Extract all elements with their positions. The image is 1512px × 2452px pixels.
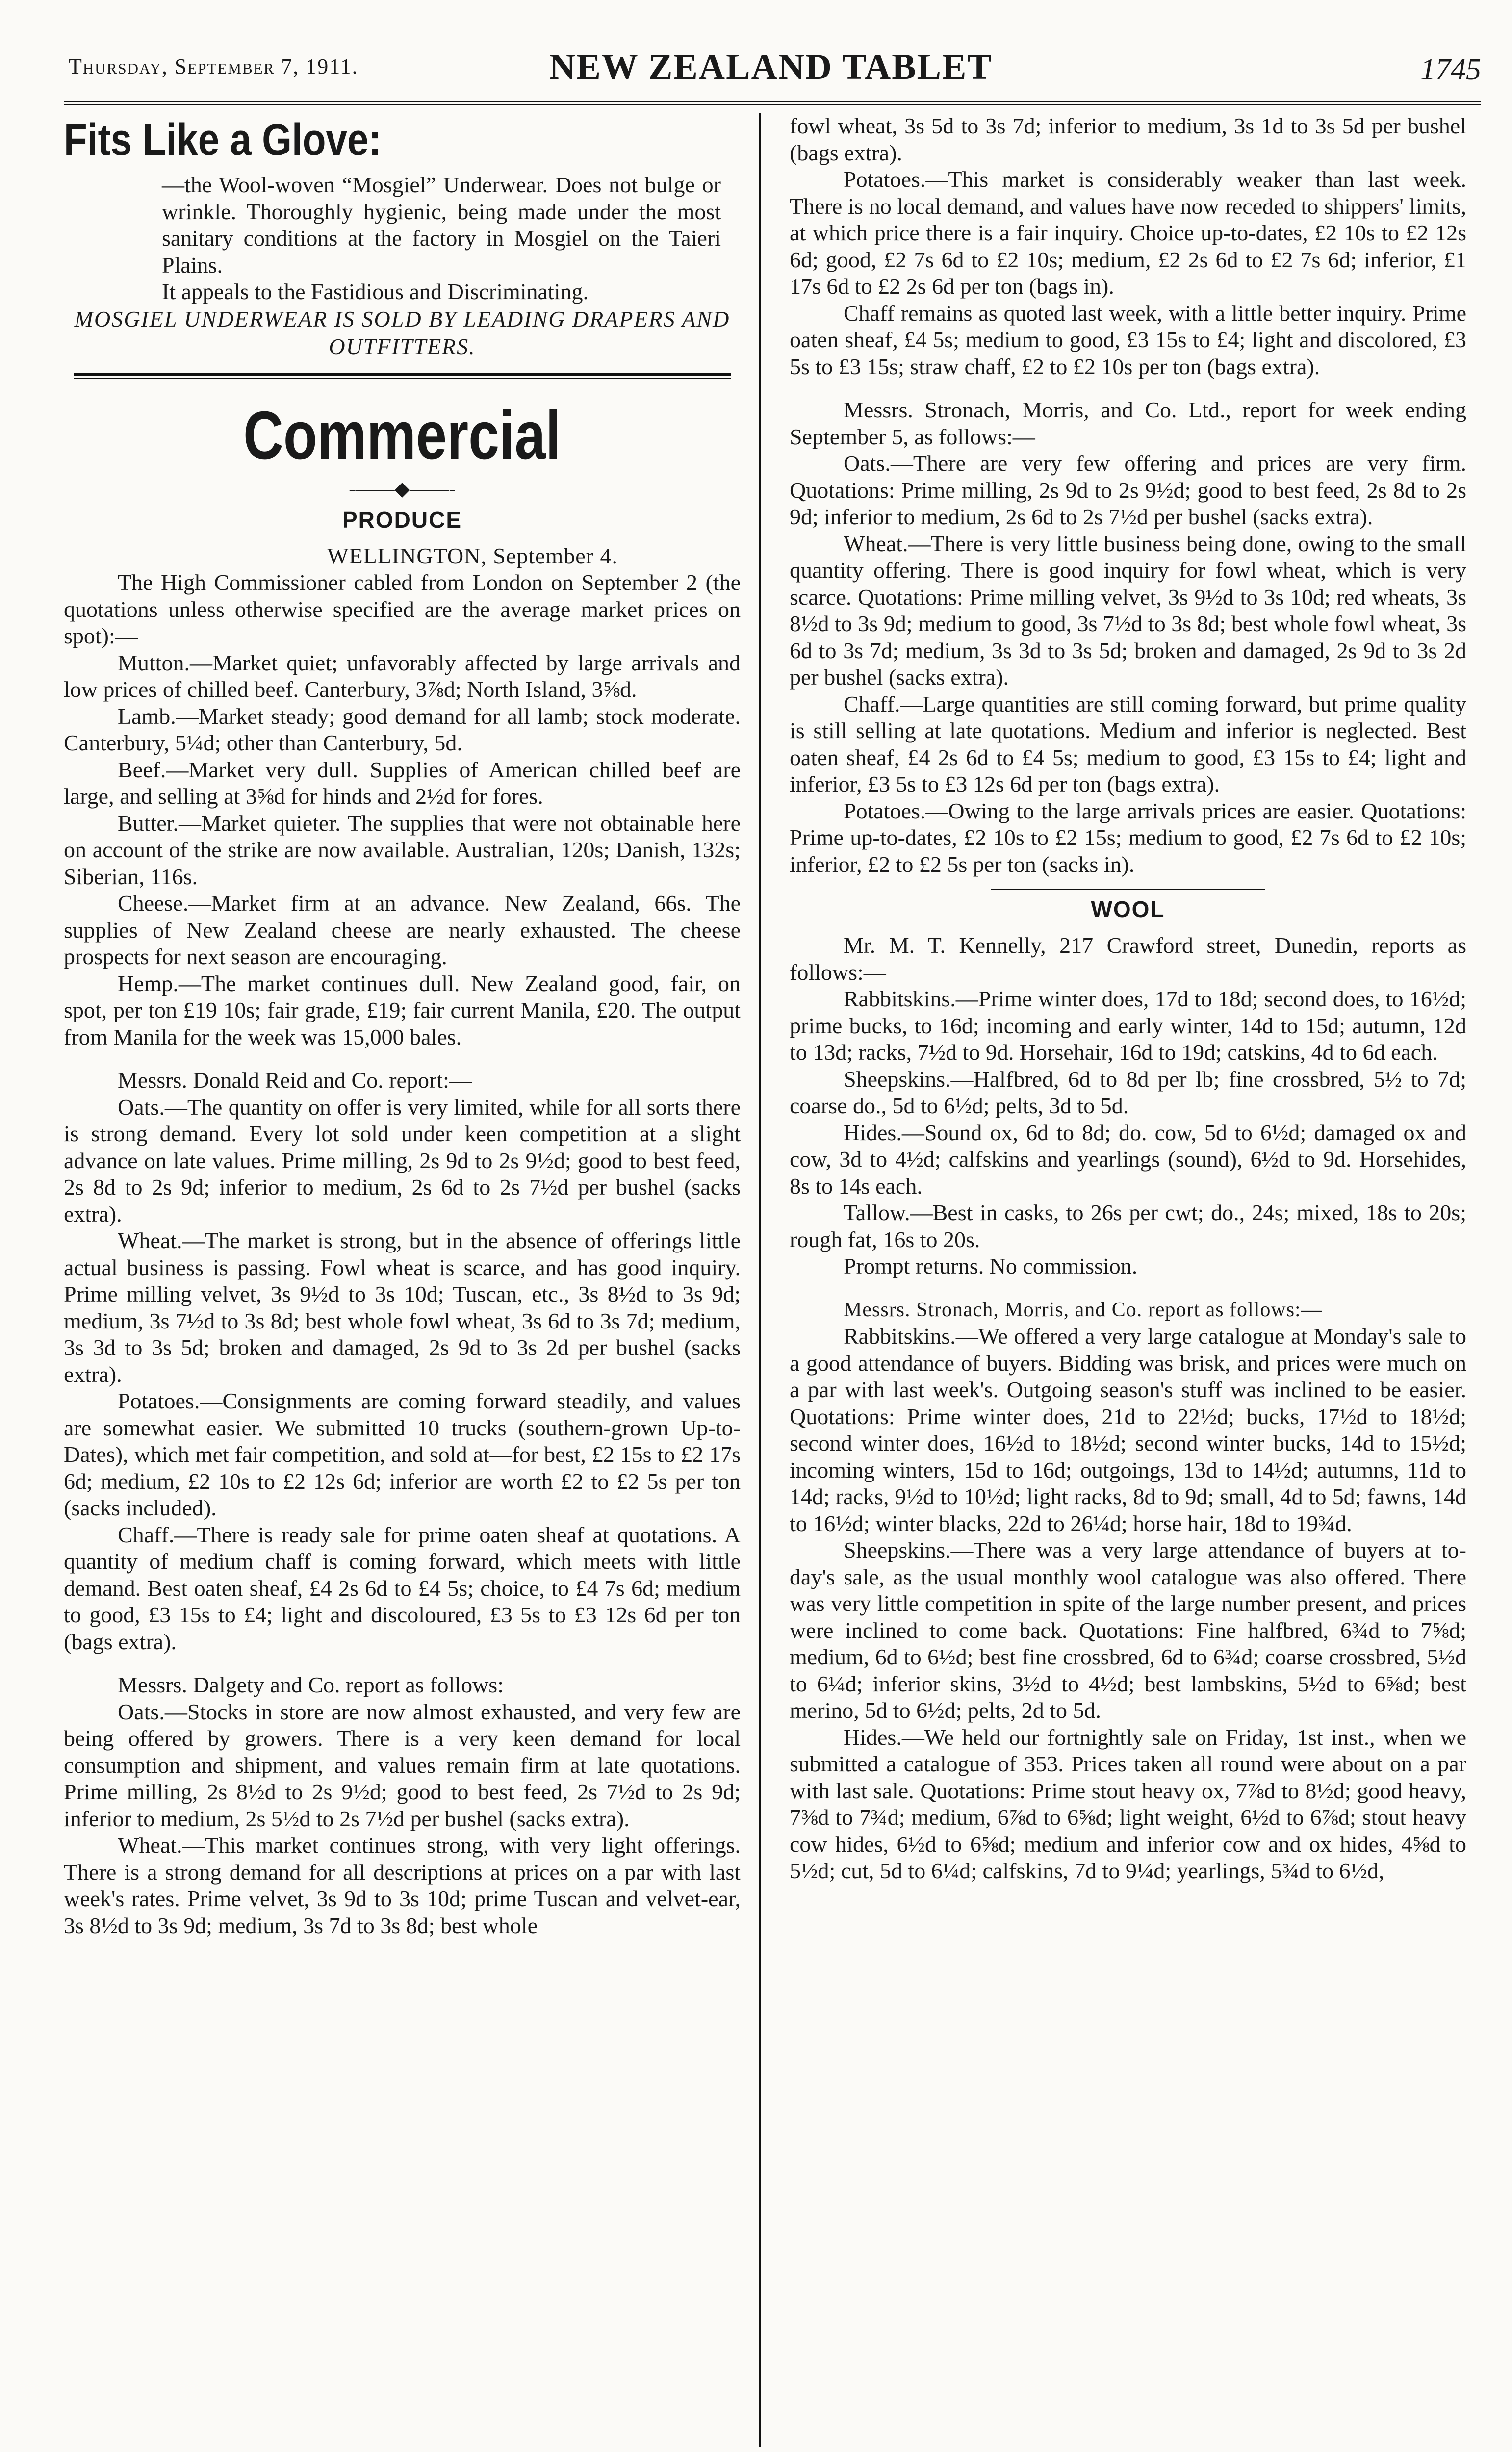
kennelly-paragraph: Hides.—Sound ox, 6d to 8d; do. cow, 5d to 6½d; damaged ox and cow, 3d to 4½d; calfskins and yearlings (sound), 6½d to 9d. Horsehides, 8s to 14s each. [790, 1120, 1466, 1199]
stronach-wool-paragraph: Sheepskins.—There was a very large attendance of buyers at to-day's sale, as the usual monthly wool catalogue was also offered. There was very little competition in spite of the large number present, and prices were inclined to come back. Quotations: Fine halfbred, 6¾d to 7⅝d; medium, 6d to 6½d; best fine crossbred, 6d to 6¾d; coarse crossbred, 5½d to 6¼d; inferior skins, 3½d to 4½d; best lambskins, 5½d to 6⅝d; best merino, 5d to 6½d; pelts, 2d to 5d. [790, 1537, 1466, 1723]
kennelly-paragraph: Rabbitskins.—Prime winter does, 17d to 18d; second does, to 16½d; prime bucks, to 16d; incoming and early winter, 14d to 15d; autumn, 12d to 13d; racks, 7½d to 9d. Horsehair, 16d to 19d; catskins, 4d to 6d each. [790, 986, 1466, 1065]
wellington-paragraph: Mutton.—Market quiet; unfavorably affected by large arrivals and low prices of chilled beef. Canterbury, 3⅞d; North Island, 3⅝d. [64, 650, 741, 702]
wellington-paragraph: Lamb.—Market steady; good demand for all lamb; stock moderate. Canterbury, 5¼d; other than Canterbury, 5d. [64, 703, 741, 755]
stronach-produce-paragraph: Oats.—There are very few offering and prices are very firm. Quotations: Prime milling, 2s 9d to 2s 9½d; good to best feed, 2s 8d to 2s 9d; inferior to medium, 2s 6d to 2s 7½d per bushel (sacks extra). [790, 451, 1466, 529]
reid-paragraph: Oats.—The quantity on offer is very limited, while for all sorts there is strong demand. Every lot sold under keen competition at a slight advance on late values. Prime milling, 2s 9d to 2s 9½d; good to best feed, 2s 8d to 2s 9d; inferior to medium, 2s 6d to 2s 7½d per bushel (sacks extra). [64, 1094, 741, 1226]
header-rule-thin [64, 104, 1481, 105]
column-divider [759, 113, 761, 2447]
wool-rule [991, 889, 1265, 890]
reid-paragraph: Wheat.—The market is strong, but in the absence of offerings little actual business is passing. Fowl wheat is scarce, and has good inquiry. Prime milling velvet, 3s 9½d to 3s 10d; Tuscan, etc., 3s 8½d to 3s 9d; medium, 3s 7½d to 3s 8d; best whole fowl wheat, 3s 6d to 3s 7d; medium, 3s 3d to 3s 5d; broken and damaged, 2s 9d to 3s 2d per bushel (sacks extra). [64, 1228, 741, 1387]
advert-body-1: —the Wool-woven “Mosgiel” Underwear. Does not bulge or wrinkle. Thoroughly hygienic, being made under the most sanitary conditions at the factory in Mosgiel on the Taieri Plains. [162, 172, 721, 278]
kennelly-paragraph: Prompt returns. No commission. [844, 1253, 1138, 1278]
dalgety-intro: Messrs. Dalgety and Co. report as follows: [118, 1672, 504, 1697]
reid-intro: Messrs. Donald Reid and Co. report:— [118, 1068, 472, 1093]
dalgety-continued: Potatoes.—This market is considerably weaker than last week. There is no local demand, and values have now receded to shippers' limits, at which price there is a fair inquiry. Choice up-to-dates, £2 10s to £2 12s 6d; good, £2 7s 6d to £2 10s; medium, £2 2s 6d to £2 7s 6d; inferior, £1 17s 6d to £2 2s 6d per ton (bags in). [790, 167, 1466, 299]
stronach-wool-paragraph: Hides.—We held our fortnightly sale on Friday, 1st inst., when we submitted a catalogue of 353. Prices taken all round were about on a par with last sale. Quotations: Prime stout heavy ox, 7⅞d to 8½d; good heavy, 7⅜d to 7¾d; medium, 6⅞d to 6⅝d; light weight, 6½d to 6⅞d; stout heavy cow hides, 6½d to 6⅝d; medium and inferior cow and ox hides, 4⅝d to 5½d; cut, 5d to 6¼d; calfskins, 7d to 9¼d; yearlings, 5¾d to 6½d, [790, 1724, 1466, 1883]
ornament-divider: -——◆——- [349, 477, 456, 500]
wellington-paragraph: Hemp.—The market continues dull. New Zealand good, fair, on spot, per ton £19 10s; fair grade, £19; fair current Manila, £20. The output from Manila for the week was 15,000 bales. [64, 971, 741, 1049]
header-page-number: 1745 [1420, 53, 1481, 86]
dalgety-paragraph: Oats.—Stocks in store are now almost exhausted, and very few are being offered by growers. There is a very keen demand for local consumption and shipment, and values remain firm at late quotations. Prime milling, 2s 8½d to 2s 9½d; good to best feed, 2s 7½d to 2s 9d; inferior to medium, 2s 5½d to 2s 7½d per bushel (sacks extra). [64, 1699, 741, 1831]
dalgety-continued: Chaff remains as quoted last week, with a little better inquiry. Prime oaten sheaf, £4 5s; medium to good, £3 15s to £4; light and discolored, £3 5s to £3 15s; straw chaff, £2 to £2 10s per ton (bags extra). [790, 300, 1466, 379]
advert-body [64, 172, 741, 306]
stronach-wool-paragraph: Rabbitskins.—We offered a very large catalogue at Monday's sale to a good attendance of buyers. Bidding was brisk, and prices were much on a par with last week's. Outgoing season's stuff was inclined to be easier. Quotations: Prime winter does, 21d to 22½d; bucks, 17½d to 18½d; second winter does, 16½d to 18½d; second winter bucks, 14d to 15½d; incoming winters, 15d to 16d; outgoings, 13d to 14½d; autumns, 11d to 14d; racks, 9½d to 10½d; light racks, 8d to 9d; small, 4d to 5d; fawns, 14d to 16½d; winter blacks, 22d to 26¼d; horse hair, 18d to 19¾d. [790, 1324, 1466, 1536]
reid-paragraph: Chaff.—There is ready sale for prime oaten sheaf at quotations. A quantity of medium chaff is coming forward, which meets with little demand. Best oaten sheaf, £4 2s 6d to £4 5s; choice, to £4 7s 6d; medium to good, £3 15s to £4; light and discoloured, £3 5s to £3 12s 6d per ton (bags extra). [64, 1522, 741, 1654]
produce-heading: PRODUCE [342, 507, 462, 533]
right-column [790, 113, 1466, 1885]
advert-rule-thin [74, 378, 731, 379]
stronach-produce-paragraph: Potatoes.—Owing to the large arrivals prices are easier. Quotations: Prime up-to-dates, £2 10s to £2 15s; medium to good, £2 7s 6d to £2 10s; inferior, £2 to £2 5s per ton (sacks in). [790, 798, 1466, 877]
advert-headline: Fits Like a Glove: [64, 115, 382, 165]
wellington-paragraph: The High Commissioner cabled from London on September 2 (the quotations unless otherwise specified are the average market prices on spot):— [64, 570, 741, 648]
stronach-produce-intro: Messrs. Stronach, Morris, and Co. Ltd., report for week ending September 5, as follows:— [790, 397, 1466, 449]
stronach-wool-intro: Messrs. Stronach, Morris, and Co. report as follows:— [844, 1298, 1322, 1321]
advert-body-2: It appeals to the Fastidious and Discriminating. [162, 279, 589, 304]
kennelly-paragraph: Sheepskins.—Halfbred, 6d to 8d per lb; fine crossbred, 5½ to 7d; coarse do., 5d to 6½d; pelts, 3d to 5d. [790, 1066, 1466, 1118]
dateline: WELLINGTON, September 4. [327, 543, 618, 568]
page-header [69, 47, 1481, 101]
left-column [64, 113, 741, 1939]
kennelly-paragraph: Tallow.—Best in casks, to 26s per cwt; do., 24s; mixed, 18s to 20s; rough fat, 16s to 20s. [790, 1200, 1466, 1252]
stronach-produce-paragraph: Chaff.—Large quantities are still coming forward, but prime quality is still selling at late quotations. Medium and inferior is neglected. Best oaten sheaf, £4 2s 6d to £4 5s; medium to good, £3 15s to £4; light and inferior, £3 5s to £3 12s 6d per ton (bags extra). [790, 691, 1466, 796]
wool-heading: WOOL [1091, 896, 1165, 922]
advert-tagline: MOSGIEL UNDERWEAR IS SOLD BY LEADING DRAPERS AND OUTFITTERS. [74, 306, 730, 359]
dalgety-continued: fowl wheat, 3s 5d to 3s 7d; inferior to medium, 3s 1d to 3s 5d per bushel (bags extra). [790, 113, 1466, 165]
commercial-heading: Commercial [243, 397, 561, 473]
reid-paragraph: Potatoes.—Consignments are coming forward steadily, and values are somewhat easier. We submitted 10 trucks (southern-grown Up-to-Dates), which met fair competition, and sold at—for best, £2 15s to £2 17s 6d; medium, £2 10s to £2 12s 6d; inferior are worth £2 to £2 5s per ton (sacks included). [64, 1388, 741, 1520]
wellington-paragraph: Cheese.—Market firm at an advance. New Zealand, 66s. The supplies of New Zealand cheese are nearly exhausted. The cheese prospects for next season are encouraging. [64, 891, 741, 969]
advert-rule-thick [74, 373, 731, 376]
header-rule [64, 101, 1481, 102]
stronach-produce-paragraph: Wheat.—There is very little business being done, owing to the small quantity offering. There is good inquiry for fowl wheat, which is very scarce. Quotations: Prime milling velvet, 3s 9½d to 3s 10d; red wheats, 3s 8½d to 3s 9d; medium to good, 3s 7½d to 3s 8d; best whole fowl wheat, 3s 6d to 3s 7d; medium, 3s 3d to 3s 5d; broken and damaged, 2s 9d to 3s 2d per bushel (sacks extra). [790, 531, 1466, 690]
kennelly-intro: Mr. M. T. Kennelly, 217 Crawford street, Dunedin, reports as follows:— [790, 933, 1466, 985]
dalgety-paragraph: Wheat.—This market continues strong, with very light offerings. There is a strong demand for all descriptions at prices on a par with last week's rates. Prime velvet, 3s 9d to 3s 10d; prime Tuscan and velvet-ear, 3s 8½d to 3s 9d; medium, 3s 7d to 3s 8d; best whole [64, 1833, 741, 1938]
header-date: Thursday, September 7, 1911. [69, 54, 359, 78]
wellington-paragraph: Beef.—Market very dull. Supplies of American chilled beef are large, and selling at 3⅝d for hinds and 2½d for fores. [64, 757, 741, 809]
header-title: NEW ZEALAND TABLET [549, 47, 993, 87]
wellington-paragraph: Butter.—Market quieter. The supplies that were not obtainable here on account of the strike are now available. Australian, 120s; Danish, 132s; Siberian, 116s. [64, 810, 741, 889]
